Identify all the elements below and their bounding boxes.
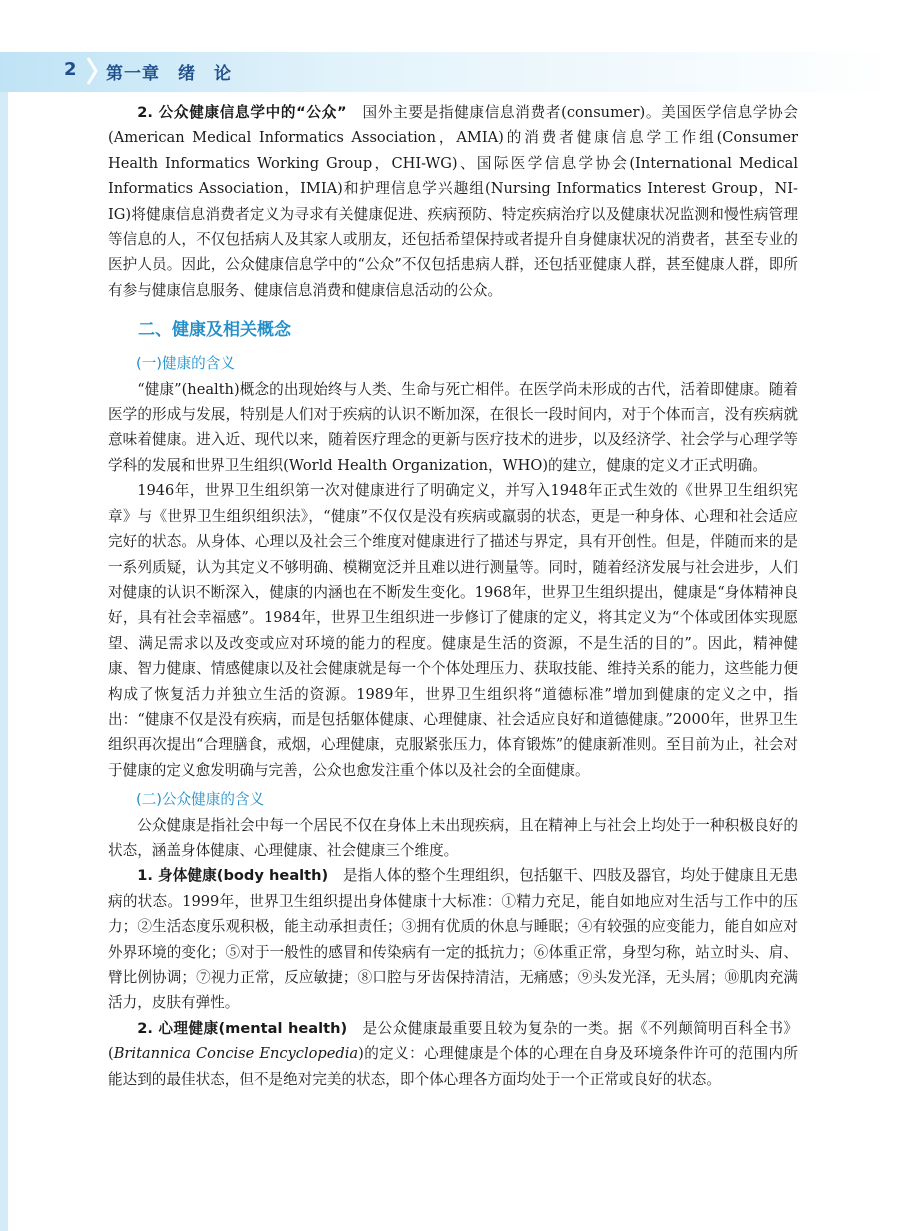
paragraph-lead: 2. 公众健康信息学中的“公众” bbox=[137, 104, 347, 121]
running-header bbox=[0, 52, 900, 92]
paragraph-public-definition bbox=[108, 100, 798, 303]
paragraph-who-definition: 1946年，世界卫生组织第一次对健康进行了明确定义，并写入1948年正式生效的《世界卫生组织宪章》与《世界卫生组织组织法》，“健康”不仅仅是没有疾病或羸弱的状态，更是一种身体、心理和社会适应完好的状态。从身体、心理以及社会三个维度对健康进行了描述与界定，具有开创性。但是，伴随而来的是一系列质疑，认为其定义不够明确、模糊宽泛并且难以进行测量等。同时，随着经济发展与社会进步，人们对健康的认识不断深入，健康的内涵也在不断发生变化。1968年，世界卫生组织提出，健康是“身体精神良好，具有社会幸福感”。1984年，世界卫生组织进一步修订了健康的定义，将其定义为“个体或团体实现愿望、满足需求以及改变或应对环境的能力的程度。健康是生活的资源，不是生活的目的”。因此，精神健康、智力健康、情感健康以及社会健康就是每一个个体处理压力、获取技能、维持关系的能力，这些能力便构成了恢复活力并独立生活的资源。1989年，世界卫生组织将“道德标准”增加到健康的定义之中，指出：“健康不仅是没有疾病，而是包括躯体健康、心理健康、社会适应良好和道德健康。”2000年，世界卫生组织再次提出“合理膳食，戒烟，心理健康，克服紧张压力，体育锻炼”的健康新准则。至目前为止，社会对于健康的定义愈发明确与完善，公众也愈发注重个体以及社会的全面健康。 bbox=[108, 482, 798, 779]
page-body bbox=[108, 100, 798, 1092]
paragraph-lead: 2. 心理健康(mental health) bbox=[137, 1019, 348, 1037]
chapter-title: 第一章 绪 论 bbox=[106, 64, 232, 84]
chevron-divider-icon bbox=[86, 56, 98, 86]
paragraph-text: 国外主要是指健康信息消费者(consumer)。美国医学信息学协会(American Medical Informatics Association，AMIA)的消费者健康信息学工作组(Consumer Health Informatics Working Group，CHI-WG)、国际医学信息学协会(International Medical Informatics Association，IMIA)和护理信息学兴趣组(Nursing Informatics Interest Group，NI-IG)将健康信息消费者定义为寻求有关健康促进、疾病预防、特定疾病治疗以及健康状况监测和慢性病管理等信息的人，不仅包括病人及其家人或朋友，还包括希望保持或者提升自身健康状况的消费者，甚至专业的医护人员。因此，公众健康信息学中的“公众”不仅包括患病人群，还包括亚健康人群，甚至健康人群，即所有参与健康信息服务、健康信息消费和健康信息活动的公众。 bbox=[108, 104, 799, 299]
subsection-heading-public-health: (二)公众健康的含义 bbox=[136, 791, 265, 809]
page-number: 2 bbox=[64, 59, 77, 80]
subsection-heading-health: (一)健康的含义 bbox=[136, 355, 235, 373]
paragraph-text: 是公众健康最重要且较为复杂的一类。据《不列颠简明百科全书》( bbox=[108, 1019, 798, 1063]
section-heading: 二、健康及相关概念 bbox=[138, 320, 291, 341]
paragraph-body-health bbox=[108, 863, 798, 1015]
page-margin-bar bbox=[0, 92, 8, 1231]
paragraph-mental-health bbox=[108, 1016, 798, 1092]
paragraph-text: )的定义：心理健康是个体的心理在自身及环境条件许可的范围内所能达到的最佳状态，但不是绝对完美的状态，即个体心理各方面均处于一个正常或良好的状态。 bbox=[108, 1045, 799, 1088]
book-title-italic: Britannica Concise Encyclopedia bbox=[113, 1045, 359, 1063]
paragraph-lead: 1. 身体健康(body health) bbox=[137, 867, 329, 885]
paragraph-public-health: 公众健康是指社会中每一个居民不仅在身体上未出现疾病，且在精神上与社会上均处于一种积极良好的状态，涵盖身体健康、心理健康、社会健康三个维度。 bbox=[108, 816, 798, 859]
paragraph-text: 是指人体的整个生理组织，包括躯干、四肢及器官，均处于健康且无患病的状态。1999年，世界卫生组织提出身体健康十大标准：①精力充足，能自如地应对生活与工作中的压力；②生活态度乐观积极，能主动承担责任；③拥有优质的休息与睡眠；④有较强的应变能力，能自如应对外界环境的变化；⑤对于一般性的感冒和传染病有一定的抵抗力；⑥体重正常，身型匀称，站立时头、肩、臂比例协调；⑦视力正常，反应敏捷；⑧口腔与牙齿保持清洁，无痛感；⑨头发光泽，无头屑；⑩肌肉充满活力，皮肤有弹性。 bbox=[108, 867, 798, 1012]
paragraph-health-history: “健康”(health)概念的出现始终与人类、生命与死亡相伴。在医学尚未形成的古代，活着即健康。随着医学的形成与发展，特别是人们对于疾病的认识不断加深，在很长一段时间内，对于个体而言，没有疾病就意味着健康。进入近、现代以来，随着医疗理念的更新与医疗技术的进步，以及经济学、社会学与心理学等学科的发展和世界卫生组织(World Health Organization，WHO)的建立，健康的定义才正式明确。 bbox=[108, 380, 798, 474]
